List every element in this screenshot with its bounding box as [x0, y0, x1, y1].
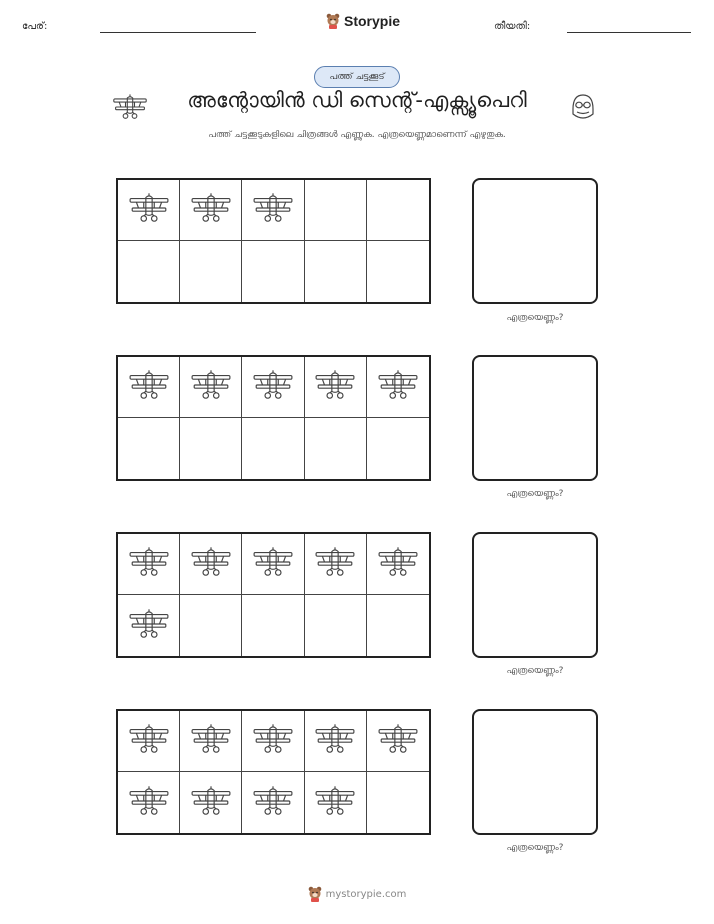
frame-cell: [367, 357, 429, 418]
frame-cell: [305, 595, 367, 656]
frame-cell: [367, 418, 429, 479]
biplane-icon: [314, 785, 356, 821]
biplane-icon: [190, 192, 232, 228]
frame-cell: [180, 711, 242, 772]
frame-cell: [367, 534, 429, 595]
how-many-label-3: എത്രയെണ്ണം?: [506, 666, 564, 676]
instructions: പത്ത് ചട്ടക്കൂടുകളിലെ ചിത്രങ്ങൾ എണ്ണുക. എത്രയെണ്ണമാണെന്ന് എഴുതുക.: [208, 130, 506, 140]
frame-cell: [242, 595, 304, 656]
how-many-label-1: എത്രയെണ്ണം?: [506, 313, 564, 323]
bear-icon: [308, 886, 322, 902]
frame-cell: [305, 534, 367, 595]
footer-url: mystorypie.com: [325, 888, 407, 900]
frame-cell: [180, 772, 242, 833]
worksheet-type-badge: [314, 66, 400, 88]
frame-cell: [305, 241, 367, 302]
biplane-icon: [252, 785, 294, 821]
frame-cell: [242, 357, 304, 418]
frame-cell: [367, 180, 429, 241]
frame-cell: [118, 357, 180, 418]
frame-cell: [180, 357, 242, 418]
frame-cell: [118, 772, 180, 833]
biplane-icon: [128, 608, 170, 644]
frame-cell: [242, 711, 304, 772]
biplane-icon: [314, 546, 356, 582]
frame-cell: [180, 534, 242, 595]
frame-cell: [242, 772, 304, 833]
brand-logo: [326, 13, 400, 29]
frame-cell: [367, 595, 429, 656]
frame-cell: [305, 772, 367, 833]
frame-cell: [118, 711, 180, 772]
ten-frame-1: [116, 178, 431, 304]
frame-cell: [180, 418, 242, 479]
frame-cell: [242, 241, 304, 302]
biplane-icon: [377, 723, 419, 759]
biplane-icon: [190, 546, 232, 582]
frame-cell: [118, 418, 180, 479]
biplane-icon: [128, 723, 170, 759]
answer-box-2[interactable]: [472, 355, 598, 481]
frame-cell: [118, 534, 180, 595]
biplane-icon: [314, 369, 356, 405]
frame-cell: [242, 534, 304, 595]
frame-cell: [367, 711, 429, 772]
biplane-icon: [128, 192, 170, 228]
frame-cell: [180, 595, 242, 656]
frame-cell: [180, 180, 242, 241]
biplane-icon: [128, 546, 170, 582]
frame-cell: [242, 180, 304, 241]
name-field[interactable]: [100, 32, 256, 33]
frame-cell: [305, 711, 367, 772]
biplane-icon: [252, 723, 294, 759]
how-many-label-4: എത്രയെണ്ണം?: [506, 843, 564, 853]
date-field[interactable]: [567, 32, 691, 33]
bear-icon: [326, 13, 340, 29]
biplane-icon: [190, 369, 232, 405]
answer-box-4[interactable]: [472, 709, 598, 835]
biplane-icon: [377, 546, 419, 582]
frame-cell: [305, 357, 367, 418]
footer: [0, 886, 714, 902]
how-many-label-2: എത്രയെണ്ണം?: [506, 489, 564, 499]
frame-cell: [242, 418, 304, 479]
title-helmet-icon: [568, 91, 598, 125]
frame-cell: [305, 418, 367, 479]
answer-box-3[interactable]: [472, 532, 598, 658]
biplane-icon: [252, 546, 294, 582]
frame-cell: [305, 180, 367, 241]
frame-cell: [118, 241, 180, 302]
ten-frame-4: [116, 709, 431, 835]
title-biplane-icon: [112, 93, 148, 125]
date-label: തീയതി:: [494, 21, 531, 32]
biplane-icon: [377, 369, 419, 405]
biplane-icon: [128, 785, 170, 821]
name-label: പേര്:: [22, 21, 48, 32]
answer-box-1[interactable]: [472, 178, 598, 304]
worksheet-type-label: പത്ത് ചട്ടക്കൂട്: [329, 72, 385, 82]
frame-cell: [118, 595, 180, 656]
frame-cell: [367, 772, 429, 833]
biplane-icon: [112, 93, 148, 121]
brand-name: Storypie: [344, 13, 401, 29]
biplane-icon: [128, 369, 170, 405]
frame-cell: [180, 241, 242, 302]
page-title: അന്റോയിൻ ഡി സെന്റ്-എക്സ്യൂപെറി: [187, 88, 527, 112]
ten-frame-3: [116, 532, 431, 658]
biplane-icon: [314, 723, 356, 759]
biplane-icon: [252, 369, 294, 405]
biplane-icon: [190, 785, 232, 821]
frame-cell: [367, 241, 429, 302]
ten-frame-2: [116, 355, 431, 481]
pilot-helmet-icon: [568, 91, 598, 121]
biplane-icon: [252, 192, 294, 228]
biplane-icon: [190, 723, 232, 759]
frame-cell: [118, 180, 180, 241]
